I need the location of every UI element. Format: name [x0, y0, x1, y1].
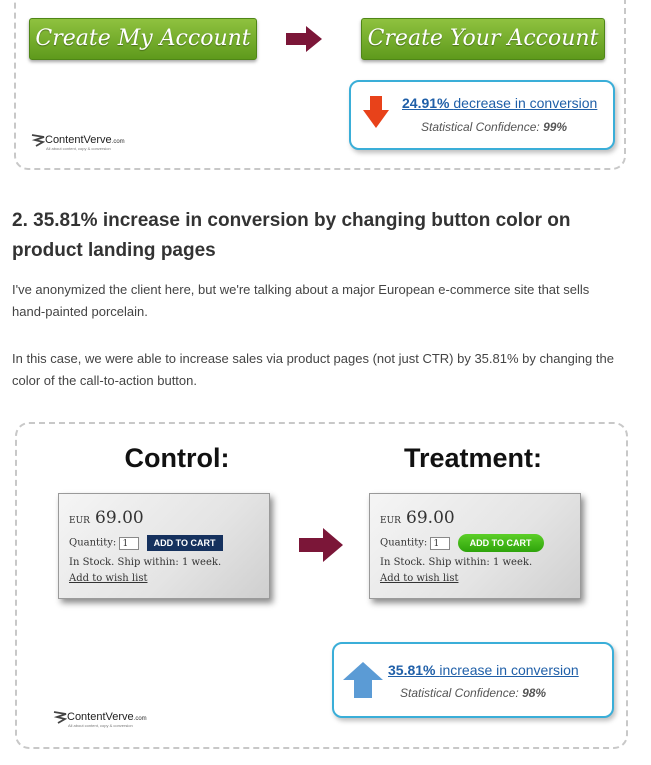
control-title: Control:	[124, 443, 230, 473]
arrow-right-icon	[299, 528, 345, 562]
contentverve-logo	[31, 133, 125, 151]
confidence-value: 99%	[543, 120, 568, 134]
result-percent: 35.81%	[388, 662, 436, 678]
paragraph-case: In this case, we were able to increase sales via product pages (not just CTR) by 35.81% by changing the color of the call-to-action button.	[12, 351, 614, 388]
quantity-input[interactable]: 1	[430, 537, 450, 550]
logo-suffix: .com	[111, 138, 125, 145]
confidence-label: Statistical Confidence:	[400, 686, 519, 700]
confidence-line	[421, 120, 567, 134]
control-product-box	[58, 493, 270, 599]
logo-swirl-icon	[31, 133, 45, 147]
add-to-cart-button-dark[interactable]: ADD TO CART	[147, 535, 223, 551]
logo-swirl-icon	[53, 710, 67, 724]
stock-text: In Stock. Ship within: 1 week.	[380, 557, 533, 568]
paragraph-intro: I've anonymized the client here, but we're talking about a major European e-commerce site that sells hand-painted porcelain.	[12, 282, 590, 319]
result-headline[interactable]	[388, 662, 579, 678]
quantity-row	[380, 534, 544, 552]
quantity-label: Quantity:	[380, 537, 428, 549]
down-arrow-icon	[363, 96, 389, 128]
logo-suffix: .com	[133, 715, 147, 722]
contentverve-logo	[53, 710, 147, 728]
result-box-decrease	[349, 80, 615, 150]
result-headline[interactable]	[402, 95, 597, 111]
logo-brand: ContentVerve	[67, 710, 134, 723]
add-to-cart-button-green[interactable]: ADD TO CART	[458, 534, 544, 552]
quantity-row	[69, 535, 223, 551]
result-box-increase	[332, 642, 614, 718]
confidence-label: Statistical Confidence:	[421, 120, 540, 134]
confidence-line	[400, 686, 546, 700]
treatment-cta-button: Create Your Account	[361, 18, 605, 60]
treatment-product-box	[369, 493, 581, 599]
logo-brand: ContentVerve	[45, 133, 112, 146]
logo-tagline: All about content, copy & conversion	[46, 146, 111, 151]
price-value: 69.00	[95, 508, 144, 528]
arrow-right-icon	[286, 26, 324, 52]
price-currency: EUR	[380, 516, 401, 526]
section-heading: 2. 35.81% increase in conversion by changing button color on product landing pages	[12, 210, 571, 261]
up-arrow-icon	[343, 662, 383, 698]
result-text: decrease in conversion	[453, 95, 598, 111]
price-value: 69.00	[406, 508, 455, 528]
quantity-label: Quantity:	[69, 537, 117, 549]
logo-tagline: All about content, copy & conversion	[68, 723, 133, 728]
price	[380, 508, 455, 528]
price	[69, 508, 144, 528]
wishlist-link[interactable]: Add to wish list	[69, 573, 148, 584]
wishlist-link[interactable]: Add to wish list	[380, 573, 459, 584]
result-percent: 24.91%	[402, 95, 450, 111]
stock-text: In Stock. Ship within: 1 week.	[69, 557, 222, 568]
treatment-title: Treatment:	[403, 443, 543, 473]
price-currency: EUR	[69, 516, 90, 526]
quantity-input[interactable]: 1	[119, 537, 139, 550]
confidence-value: 98%	[522, 686, 547, 700]
control-cta-button: Create My Account	[29, 18, 257, 60]
result-text: increase in conversion	[439, 662, 579, 678]
